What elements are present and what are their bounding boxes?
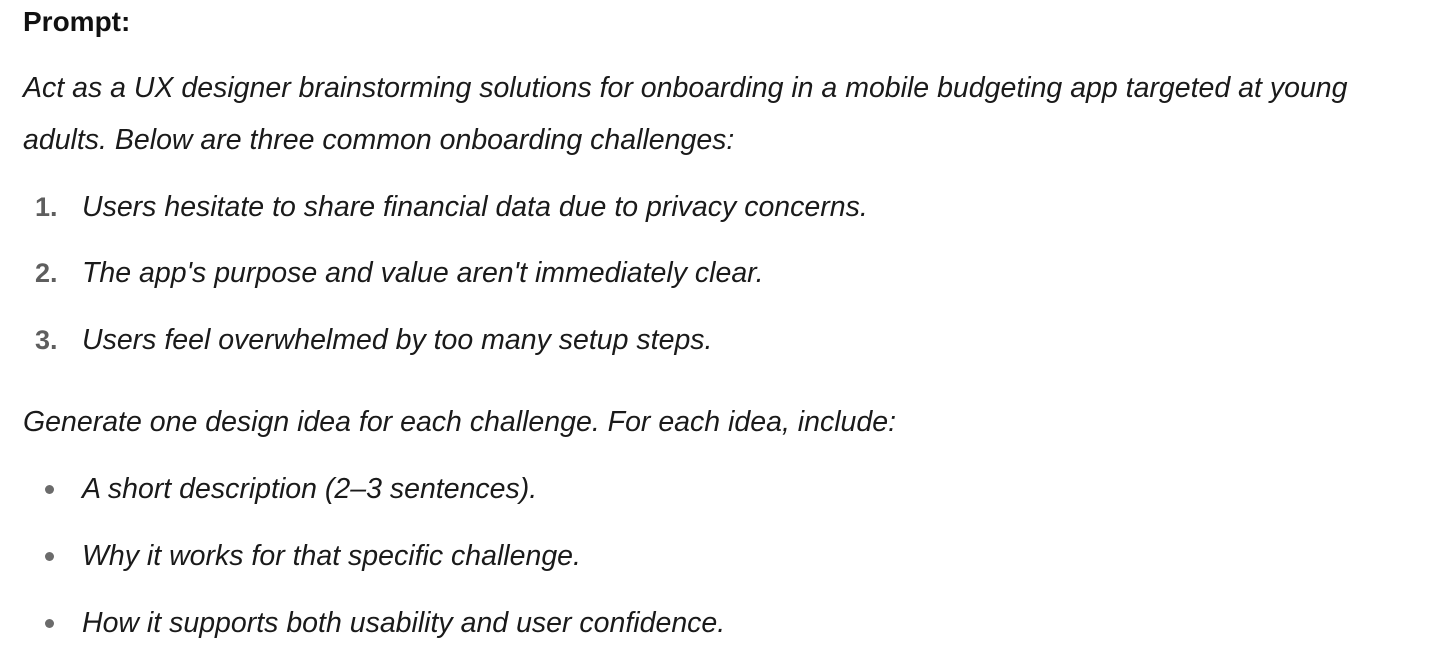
list-number: 3. bbox=[35, 325, 58, 355]
bullet-dot-icon bbox=[45, 619, 54, 628]
requirement-text: Why it works for that specific challenge. bbox=[82, 540, 581, 572]
list-number: 2. bbox=[35, 258, 58, 288]
bullet-dot-icon bbox=[45, 485, 54, 494]
challenge-text: Users feel overwhelmed by too many setup steps. bbox=[82, 324, 713, 356]
requirement-text: How it supports both usability and user confidence. bbox=[82, 607, 726, 639]
intro-paragraph bbox=[23, 62, 1348, 166]
requirement-text: A short description (2–3 sentences). bbox=[82, 473, 538, 505]
challenge-text: The app's purpose and value aren't immediately clear. bbox=[82, 257, 764, 289]
challenge-text: Users hesitate to share financial data due to privacy concerns. bbox=[82, 191, 868, 223]
instruction-paragraph: Generate one design idea for each challenge. For each idea, include: bbox=[23, 406, 897, 438]
prompt-heading: Prompt: bbox=[23, 6, 131, 37]
intro-line-2: adults. Below are three common onboarding challenges: bbox=[23, 124, 735, 156]
bullet-dot-icon bbox=[45, 552, 54, 561]
list-number: 1. bbox=[35, 192, 58, 222]
intro-line-1: Act as a UX designer brainstorming solutions for onboarding in a mobile budgeting app targeted at young bbox=[23, 72, 1348, 104]
